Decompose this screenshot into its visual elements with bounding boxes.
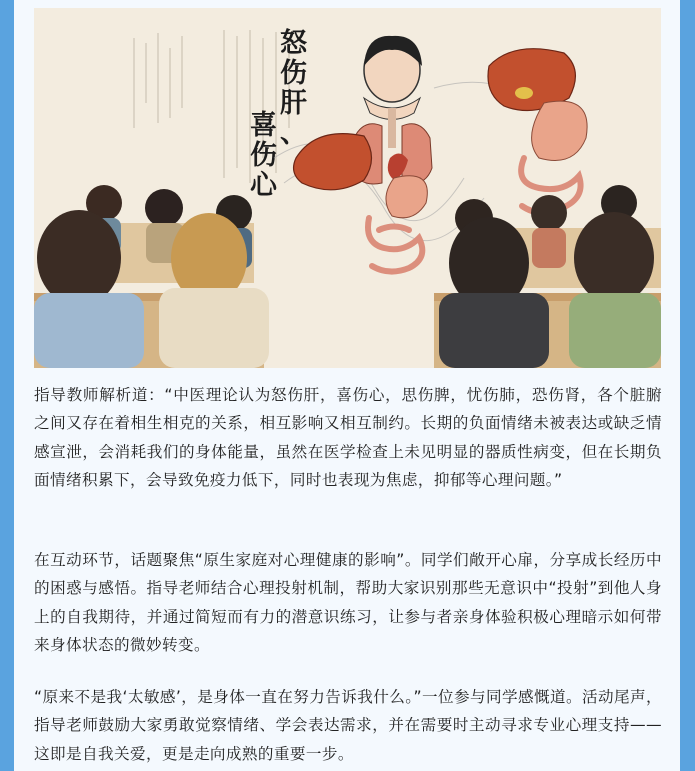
article-page: [14, 0, 680, 771]
illustration-drawing: [34, 8, 661, 368]
paragraph-teacher-analysis: 指导教师解析道：“中医理论认为怒伤肝，喜伤心，思伤脾，忧伤肺，恐伤肾，各个脏腑之间又存在着相生相克的关系，相互影响又相互制约。长期的负面情绪未被表达或缺乏情感宣泄，会消耗我们的身体能量，虽然在医学检查上未见明显的器质性病变，但在长期负面情绪积累下，会导致免疫力低下，同时也表现为焦虑，抑郁等心理问题。”: [34, 386, 662, 490]
caption-line2: 喜伤心: [250, 110, 277, 201]
caption-line1: 怒伤肝、: [280, 28, 307, 149]
paragraph-closing-reflection: “原来不是我‘太敏感’，是身体一直在努力告诉我什么。”一位参与同学感慨道。活动尾声，指导老师鼓励大家勇敢觉察情绪、学会表达需求，并在需要时主动寻求专业心理支持——这即是自我关爱，更是走向成熟的重要一步。: [34, 688, 662, 763]
paragraph-interaction-session: 在互动环节，话题聚焦“原生家庭对心理健康的影响”。同学们敞开心扉，分享成长经历中的困惑与感悟。指导老师结合心理投射机制，帮助大家识别那些无意识中“投射”到他人身上的自我期待，并通过简短而有力的潜意识练习，让参与者亲身体验积极心理暗示如何带来身体状态的微妙转变。: [34, 551, 662, 655]
classroom-illustration: [34, 8, 661, 368]
